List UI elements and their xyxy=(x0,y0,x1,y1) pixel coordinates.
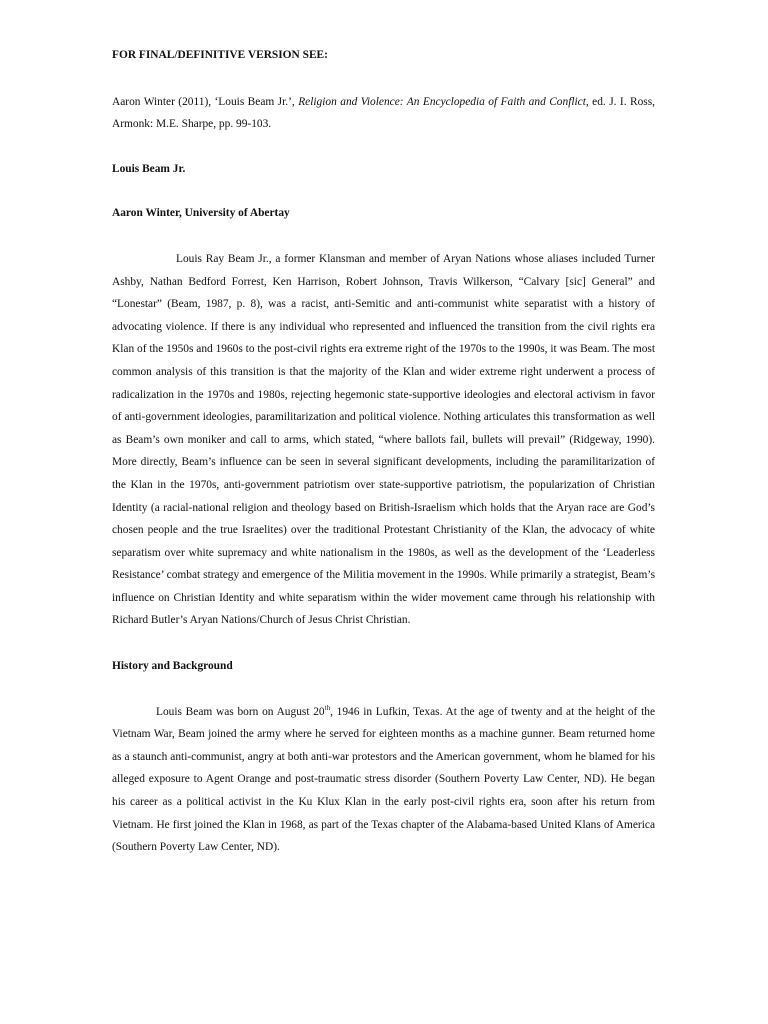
document-page xyxy=(112,44,655,859)
ordinal-suffix: th xyxy=(324,703,331,712)
history-text-start: Louis Beam was born on August 20 xyxy=(156,705,325,718)
history-paragraph xyxy=(112,701,655,859)
article-author: Aaron Winter, University of Abertay xyxy=(112,207,290,220)
final-version-note: FOR FINAL/DEFINITIVE VERSION SEE: xyxy=(112,49,328,61)
citation-prefix: Aaron Winter (2011), ‘Louis Beam Jr.’, xyxy=(112,95,299,108)
citation xyxy=(112,91,655,136)
citation-suffix: , ed. J. I. Ross, Armonk: M.E. Sharpe, pp. 99-103. xyxy=(112,95,656,131)
article-title: Louis Beam Jr. xyxy=(112,162,186,175)
section-heading: History and Background xyxy=(112,660,233,673)
citation-book-title: Religion and Violence: An Encyclopedia of Faith and Conflict xyxy=(298,95,586,108)
history-text-rest: , 1946 in Lufkin, Texas. At the age of twenty and at the height of the Vietnam War, Beam joined the army where he served for eighteen months as a machine gunner. Beam returned home as a staunch anti-communist, angry at both anti-war protestors and the American government, whom he blamed for his alleged exposure to Agent Orange and post-traumatic stress disorder (Southern Poverty Law Center, ND). He began his career as a political activist in the Ku Klux Klan in the early post-civil rights era, soon after his return from Vietnam. He first joined the Klan in 1968, as part of the Texas chapter of the Alabama-based United Klans of America (Southern Poverty Law Center, ND). xyxy=(112,705,655,854)
intro-paragraph: Louis Ray Beam Jr., a former Klansman and member of Aryan Nations whose aliases included Turner Ashby, Nathan Bedford Forrest, Ken Harrison, Robert Johnson, Travis Wilkerson, “Calvary [sic] General” and “Lonestar” (Beam, 1987, p. 8), was a racist, anti-Semitic and anti-communist white separatist with a history of advocating violence. If there is any individual who represented and influenced the transition from the civil rights era Klan of the 1950s and 1960s to the post-civil rights era extreme right of the 1970s to the 1990s, it was Beam. The most common analysis of this transition is that the majority of the Klan and wider extreme right underwent a process of radicalization in the 1970s and 1980s, rejecting hegemonic state-supportive ideologies and electoral activism in favor of anti-government ideologies, paramilitarization and political violence. Nothing articulates this transformation as well as Beam’s own moniker and call to arms, which stated, “where ballots fail, bullets will prevail” (Ridgeway, 1990). More directly, Beam’s influence can be seen in several significant developments, including the paramilitarization of the Klan in the 1970s, anti-government patriotism over state-supportive patriotism, the popularization of Christian Identity (a racial-national religion and theology based on British-Israelism which holds that the Aryan race are God’s chosen people and the true Israelites) over the traditional Protestant Christianity of the Klan, the advocacy of white separatism over white supremacy and white nationalism in the 1980s, as well as the development of the ‘Leaderless Resistance’ combat strategy and emergence of the Militia movement in the 1990s. While primarily a strategist, Beam’s influence on Christian Identity and white separatism within the wider movement came through his relationship with Richard Butler’s Aryan Nations/Church of Jesus Christ Christian. xyxy=(112,252,655,627)
